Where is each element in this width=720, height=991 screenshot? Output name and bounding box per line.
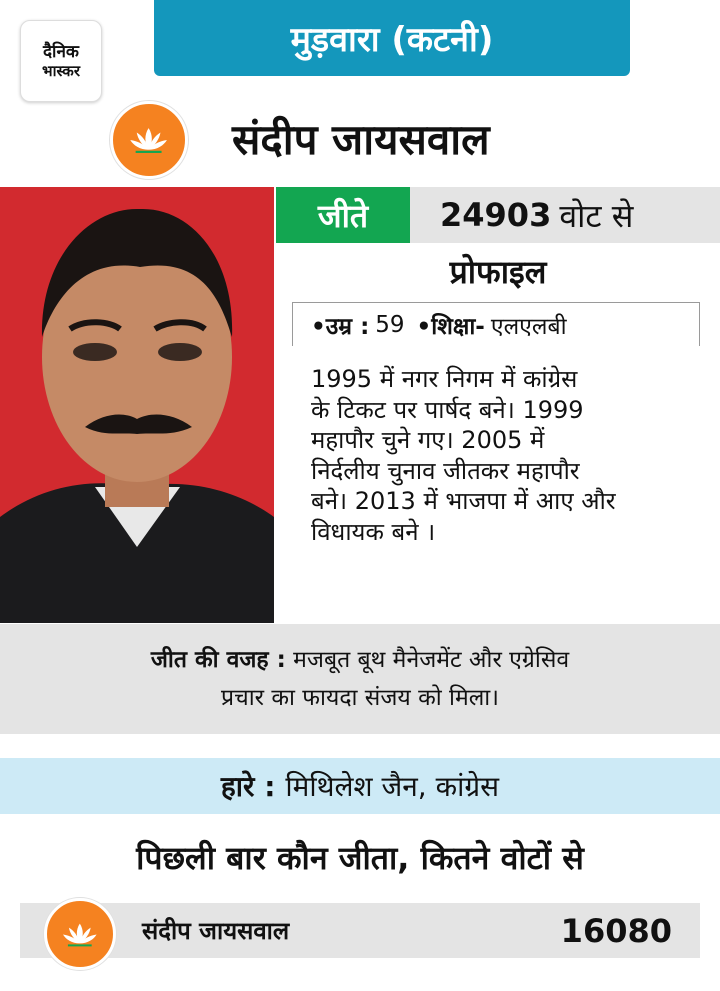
previous-winner-votes: 16080 <box>560 911 672 950</box>
bio-line: निर्दलीय चुनाव जीतकर महापौर <box>311 456 580 485</box>
previous-winner-name: संदीप जायसवाल <box>142 917 290 945</box>
win-reason-label: जीत की वजह : <box>150 647 286 673</box>
constituency-title: मुड़वारा (कटनी) <box>154 0 630 76</box>
education-value: एलएलबी <box>490 313 567 340</box>
bio-line: महापौर चुने गए। 2005 में <box>311 426 545 454</box>
win-reason-text2: प्रचार का फायदा संजय को मिला। <box>221 685 499 711</box>
age-value: 59 <box>375 311 405 338</box>
bio-line: 1995 में नगर निगम में कांग्रेस <box>311 365 578 393</box>
bjp-party-logo-small <box>44 898 116 970</box>
lotus-icon <box>60 918 100 951</box>
candidate-photo <box>0 187 274 623</box>
previous-winner-title: पिछली बार कौन जीता, कितने वोटों से <box>136 839 584 877</box>
age-education-box <box>292 302 700 346</box>
bjp-party-logo <box>110 101 188 179</box>
lost-text: मिथिलेश जैन, कांग्रेस <box>285 770 500 803</box>
win-reason-panel <box>0 624 720 734</box>
education-label: •शिक्षा- <box>416 313 485 340</box>
profile-title: प्रोफाइल <box>449 253 547 291</box>
bio-line: के टिकट पर पार्षद बने। 1999 <box>311 395 584 424</box>
lost-candidate-bar <box>0 758 720 814</box>
lotus-icon <box>127 122 170 158</box>
logo-line1: दैनिक <box>43 41 79 62</box>
win-margin-value: 24903 <box>440 196 552 234</box>
win-margin <box>440 187 633 243</box>
profile-bio <box>311 364 706 547</box>
win-margin-suffix: वोट से <box>559 196 634 235</box>
candidate-portrait <box>0 187 274 623</box>
win-reason-text1: मजबूत बूथ मैनेजमेंट और एग्रेसिव <box>293 647 570 673</box>
dainik-bhaskar-logo <box>20 20 102 102</box>
lost-label: हारे : <box>220 770 276 803</box>
age-label: •उम्र : <box>311 313 370 340</box>
logo-line2: भास्कर <box>42 61 80 80</box>
candidate-name: संदीप जायसवाल <box>232 114 490 164</box>
bio-line: विधायक बने । <box>311 517 436 546</box>
bio-line: बने। 2013 में भाजपा में आए और <box>311 487 616 515</box>
win-reason-line1 <box>151 641 569 679</box>
won-badge: जीते <box>276 187 410 243</box>
